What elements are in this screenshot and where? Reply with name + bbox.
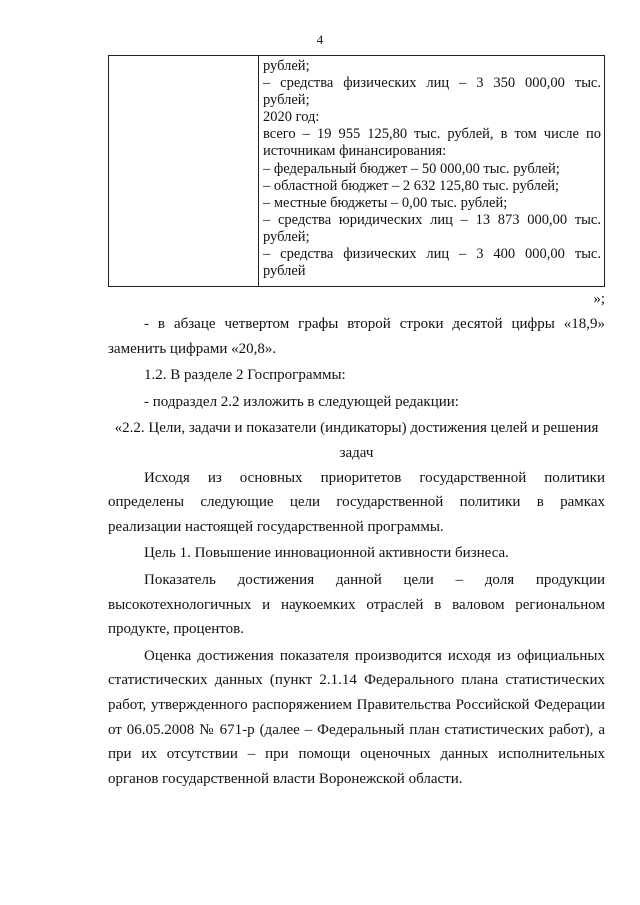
table-line: рублей [263, 263, 306, 280]
table-line: – средства физических лиц – 3 350 000,00 тыс. [263, 75, 601, 92]
table-line: рублей; [263, 228, 310, 245]
table-line: – федеральный бюджет – 50 000,00 тыс. рублей; [263, 160, 560, 177]
table-line: – местные бюджеты – 0,00 тыс. рублей; [263, 194, 508, 211]
table-line: – областной бюджет – 2 632 125,80 тыс. рублей; [263, 177, 560, 194]
page-number: 4 [316, 32, 324, 47]
paragraph-amendment-digits: - в абзаце четвертом графы второй строки десятой цифры «18,9» заменить цифрами «20,8». [108, 316, 605, 357]
closing-quote-mark: »; [593, 291, 605, 307]
document-body [108, 312, 605, 791]
paragraph-priorities: Исходя из основных приоритетов государственной политики определены следующие цели государственной политики в рамках реализации настоящей государственной программы. [108, 469, 605, 535]
paragraph-indicator: Показатель достижения данной цели – доля продукции высокотехнологичных и наукоемких отраслей в валовом региональном продукте, процентов. [108, 571, 605, 638]
paragraph-goal-1: Цель 1. Повышение инновационной активности бизнеса. [144, 545, 509, 562]
table-line: рублей; [263, 92, 310, 109]
paragraph-subsection-edit: - подраздел 2.2 изложить в следующей редакции: [144, 393, 459, 410]
table-line: источникам финансирования: [263, 143, 447, 160]
paragraph-assessment: Оценка достижения показателя производится исходя из официальных статистических данных (пункт 2.1.14 Федерального плана статистических работ, утвержденного распоряжением Правительства Российской Федерации от 06.05.2008 № 671-р (далее – Федеральный план статистических работ), а при их отсутствии – при помощи оценочных данных исполнительных органов государственной власти Воронежской области. [108, 647, 605, 787]
table-line: 2020 год: [263, 109, 320, 126]
table-line: всего – 19 955 125,80 тыс. рублей, в том числе по [263, 126, 601, 143]
paragraph-section-2: 1.2. В разделе 2 Госпрограммы: [144, 367, 346, 384]
table-line: – средства юридических лиц – 13 873 000,00 тыс. [263, 211, 601, 228]
table-right-cell [259, 56, 604, 286]
table-line: рублей; [263, 58, 310, 74]
table-line: – средства физических лиц – 3 400 000,00 тыс. [263, 246, 601, 263]
table-left-cell [109, 56, 259, 286]
program-table [108, 55, 605, 287]
section-heading: «2.2. Цели, задачи и показатели (индикаторы) достижения целей и решения задач [114, 420, 599, 461]
